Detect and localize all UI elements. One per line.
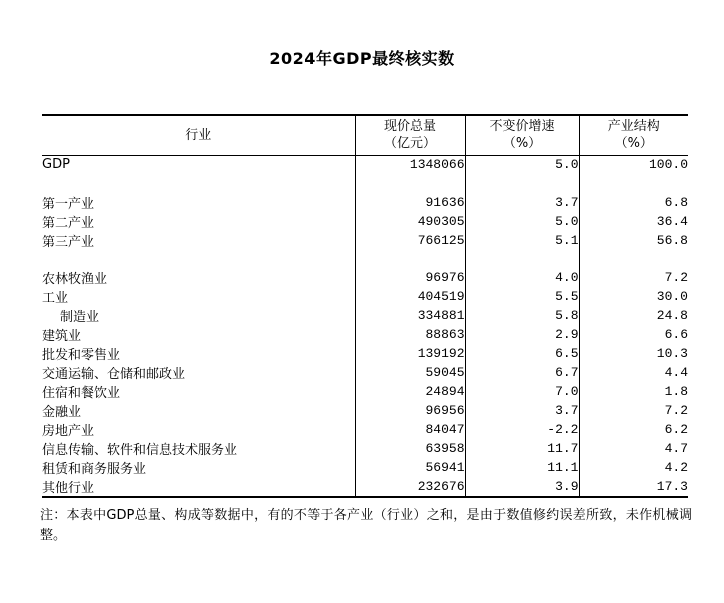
- industry-cell: 第二产业: [42, 212, 355, 231]
- current-price-total-cell: 232676: [355, 477, 465, 497]
- current-price-total-cell: 96956: [355, 401, 465, 420]
- constant-price-growth-cell: 6.7: [465, 363, 579, 382]
- col-header-industry: 行业: [42, 115, 355, 155]
- col-header-growth-unit: （%）: [502, 136, 542, 152]
- industry-cell: 建筑业: [42, 325, 355, 344]
- industry-cell: 金融业: [42, 401, 355, 420]
- table-row: [42, 306, 688, 325]
- industry-structure-cell: 36.4: [656, 213, 688, 229]
- table-row: [42, 439, 688, 458]
- current-price-total-cell: 96976: [355, 268, 465, 287]
- col-header-structure-label: 产业结构: [607, 119, 660, 135]
- table-row: [42, 268, 688, 287]
- col-header-structure-unit: （%）: [614, 136, 653, 152]
- industry-cell: [42, 174, 355, 193]
- constant-price-growth-cell: 3.7: [465, 193, 579, 212]
- industry-cell: 房地产业: [42, 420, 355, 439]
- table-row: [42, 212, 688, 231]
- table-row: [42, 325, 688, 344]
- constant-price-growth-cell: 11.7: [465, 439, 579, 458]
- industry-cell: 第三产业: [42, 231, 355, 250]
- table-row: [42, 420, 688, 439]
- industry-cell: 工业: [42, 287, 355, 306]
- constant-price-growth-cell: 5.1: [465, 231, 579, 250]
- spacer-row: [42, 250, 688, 269]
- constant-price-growth-cell: 2.9: [465, 325, 579, 344]
- industry-structure-cell: 1.8: [664, 384, 688, 400]
- industry-cell: 第一产业: [42, 193, 355, 212]
- industry-structure-cell: 4.2: [664, 460, 688, 476]
- gdp-table: [42, 114, 688, 498]
- industry-structure-cell: 24.8: [656, 308, 688, 324]
- constant-price-growth-cell: 5.8: [465, 306, 579, 325]
- industry-cell: 租赁和商务服务业: [42, 458, 355, 477]
- constant-price-growth-cell: 5.0: [465, 212, 579, 231]
- industry-cell: 农林牧渔业: [42, 268, 355, 287]
- current-price-total-cell: 56941: [355, 458, 465, 477]
- table-row: [42, 363, 688, 382]
- constant-price-growth-cell: 3.9: [465, 477, 579, 497]
- constant-price-growth-cell: 5.5: [465, 287, 579, 306]
- industry-structure-cell: [579, 174, 688, 193]
- industry-cell: 住宿和餐饮业: [42, 382, 355, 401]
- constant-price-growth-cell: 11.1: [465, 458, 579, 477]
- industry-structure-cell: [579, 250, 688, 269]
- col-header-current-price-label: 现价总量: [383, 119, 436, 135]
- table-row: [42, 458, 688, 477]
- current-price-total-cell: 404519: [355, 287, 465, 306]
- current-price-total-cell: 24894: [355, 382, 465, 401]
- industry-cell: 其他行业: [42, 477, 355, 497]
- table-note: 注：本表中GDP总量、构成等数据中，有的不等于各产业（行业）之和，是由于数值修约误差所致，未作机械调整。: [40, 508, 692, 543]
- constant-price-growth-cell: [465, 250, 579, 269]
- industry-structure-cell: 10.3: [656, 346, 688, 362]
- table-row: [42, 231, 688, 250]
- industry-structure-cell: 6.8: [664, 194, 688, 210]
- industry-structure-cell: 7.2: [664, 403, 688, 419]
- industry-cell: GDP: [42, 155, 355, 174]
- current-price-total-cell: 490305: [355, 212, 465, 231]
- constant-price-growth-cell: 4.0: [465, 268, 579, 287]
- industry-structure-cell: 100.0: [648, 157, 688, 173]
- table-row: [42, 344, 688, 363]
- industry-structure-cell: 30.0: [656, 289, 688, 305]
- table-row: [42, 155, 688, 174]
- industry-structure-cell: 4.7: [664, 441, 688, 457]
- page-title: 2024年GDP最终核实数: [269, 49, 455, 68]
- current-price-total-cell: 334881: [355, 306, 465, 325]
- current-price-total-cell: 139192: [355, 344, 465, 363]
- header-row: [42, 115, 688, 155]
- table-row: [42, 287, 688, 306]
- constant-price-growth-cell: 5.0: [465, 155, 579, 174]
- current-price-total-cell: 91636: [355, 193, 465, 212]
- industry-cell: 批发和零售业: [42, 344, 355, 363]
- current-price-total-cell: 88863: [355, 325, 465, 344]
- constant-price-growth-cell: 3.7: [465, 401, 579, 420]
- current-price-total-cell: 766125: [355, 231, 465, 250]
- table-row: [42, 382, 688, 401]
- industry-structure-cell: 17.3: [656, 479, 688, 495]
- col-header-growth-label: 不变价增速: [489, 119, 555, 135]
- constant-price-growth-cell: 7.0: [465, 382, 579, 401]
- spacer-row: [42, 174, 688, 193]
- industry-cell: 交通运输、仓储和邮政业: [42, 363, 355, 382]
- gdp-table-body: [42, 155, 688, 497]
- current-price-total-cell: 63958: [355, 439, 465, 458]
- industry-structure-cell: 6.2: [664, 422, 688, 438]
- constant-price-growth-cell: -2.2: [465, 420, 579, 439]
- table-row: [42, 401, 688, 420]
- col-header-growth: [465, 115, 579, 155]
- industry-cell: [42, 250, 355, 269]
- col-header-structure: [579, 115, 688, 155]
- col-header-current-price: [355, 115, 465, 155]
- current-price-total-cell: [355, 174, 465, 193]
- current-price-total-cell: [355, 250, 465, 269]
- industry-structure-cell: 4.4: [664, 365, 688, 381]
- current-price-total-cell: 1348066: [355, 155, 465, 174]
- industry-structure-cell: 7.2: [664, 270, 688, 286]
- constant-price-growth-cell: 6.5: [465, 344, 579, 363]
- current-price-total-cell: 84047: [355, 420, 465, 439]
- constant-price-growth-cell: [465, 174, 579, 193]
- industry-structure-cell: 56.8: [656, 232, 688, 248]
- col-header-current-price-unit: （亿元）: [383, 136, 436, 152]
- table-row: [42, 477, 688, 497]
- table-row: [42, 193, 688, 212]
- industry-cell: 信息传输、软件和信息技术服务业: [42, 439, 355, 458]
- current-price-total-cell: 59045: [355, 363, 465, 382]
- industry-cell: 制造业: [42, 306, 355, 325]
- industry-structure-cell: 6.6: [664, 327, 688, 343]
